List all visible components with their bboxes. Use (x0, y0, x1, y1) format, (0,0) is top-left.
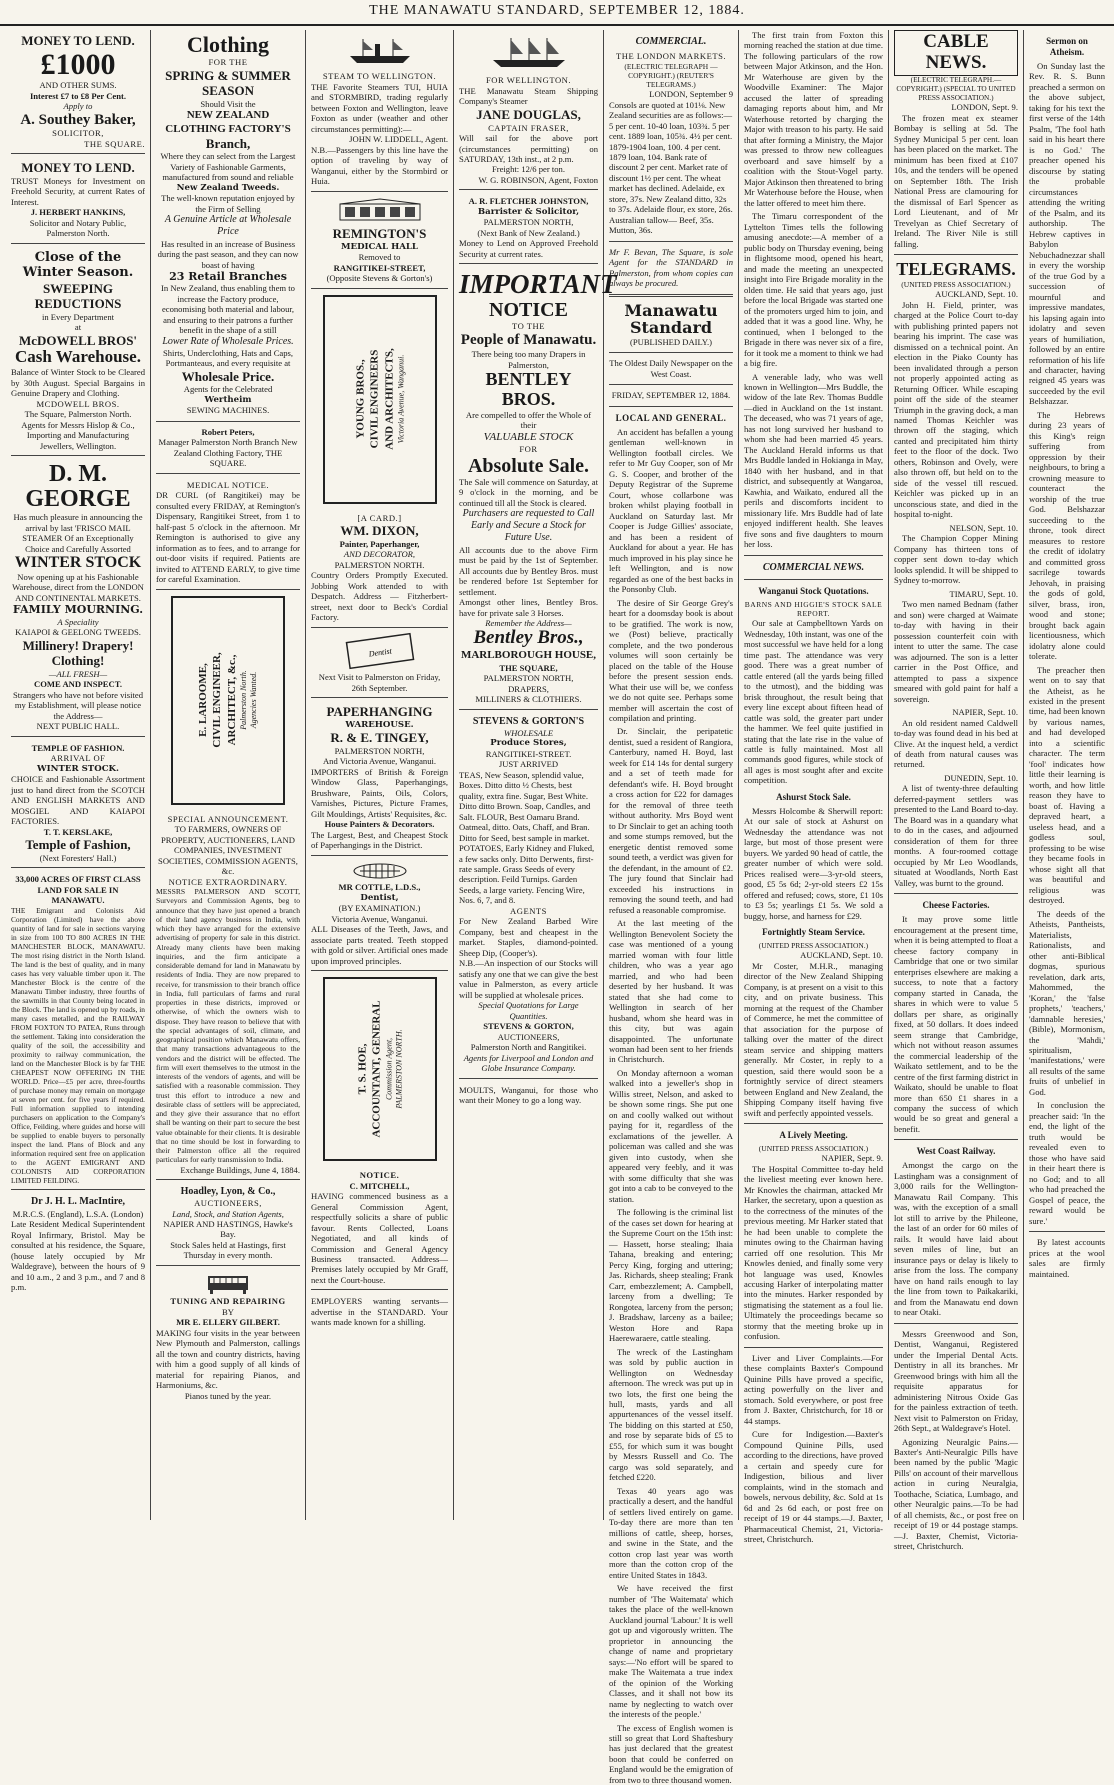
ad-agents: Land, Stock, and Station Agents, (172, 1208, 284, 1219)
vbox-address: Victoria Avenue, Wanganui. (395, 354, 405, 444)
vbox-title: CIVIL ENGINEERS (368, 349, 381, 449)
ad-stock: WINTER STOCK. (37, 763, 119, 774)
ad-drapers: DRAPERS, (508, 683, 549, 694)
ad-sale: Absolute Sale. (467, 454, 590, 477)
ad-name: J. HERBERT HANKINS, (30, 207, 126, 218)
vbox-title: ACCOUNTANT, GENERAL (370, 1000, 383, 1138)
column-7 (889, 30, 1024, 1552)
ad-body: The Sale will commence on Saturday, at 9 o'clock in the morning, and be continued till all the Stock is cleared. (459, 476, 598, 508)
local-paragraph: An accident has befallen a young gentleman well-known in Wellington football circles. We refer to Mr Guy Cooper, son of Mr G. S. Cooper, and brother of the Deputy Registrar of the Supreme Court, whose collarbone was broken whilst playing football in Auckland on Saturday last. Mr Cooper is Judge Gillies' associate, and has been a resident of Auckland for about a year. He has much improved in his play since he left Wellington, and is now regarded as one of the best backs in the Ponsonby Club. (609, 426, 733, 595)
local-paragraph: Dr. Sinclair, the peripatetic dentist, sued a resident of Rangiora, Canterbury, named H. Boyd, last week for £14 14s for dental surgery and a set of teeth made for defendant's wife. H. Boyd brought a cross action for £22 for damages for the removal of three teeth without authority. Mrs Boyd went to Dr Sinclair to get an aching tooth and some stumps removed, but the energetic dentist removed some sound teeth, a verdict was given for the defendant, in the amount of £2. The jury found that Sinclair had exceeded his instructions in removing the sound teeth, and had refused a reasonable compromise. (609, 726, 733, 915)
ad-for: FOR (519, 444, 538, 455)
ad-street: RANGITIKEI-STREET, (333, 262, 426, 273)
ad-name: A. R. FLETCHER JOHNSTON, (468, 196, 589, 207)
ad-opposite: (Opposite Stevens & Gorton's) (326, 273, 433, 284)
fortnightly-date: AUCKLAND, Sept. 10. (800, 950, 883, 961)
ad-sub: TO FARMERS, OWNERS OF PROPERTY, AUCTIONEERS, LAND COMPANIES, INVESTMENT SOCIETIES, COMMISSION AGENTS, &c. (158, 824, 298, 877)
ad-amount: £1000 (40, 47, 116, 81)
ad-heading: TUNING AND REPAIRING (170, 1296, 286, 1307)
ad-body: Late Resident Medical Superintendent Royal Infirmary, Bristol. May be consulted at his residence, the Square, (house lately occupied by Mr Waldegrave), between the hours of 9 and 10 a.m., 2 and 3 p.m., and 7 and 8 p.m. (11, 1219, 145, 1293)
ad-heading: NOTICE. (359, 1170, 400, 1181)
ad-body: Are compelled to offer the Whole of their (465, 409, 592, 431)
ad-body: HAVING commenced business as a General Commission Agent, respectfully solicits a share of public favour. Rents Collected, Loans Negotiated, and all kinds of Commission and General Agency Business transacted. Address—Premises lately occupied by Mr Graff, next the Court-house. (311, 1191, 448, 1285)
steamship-icon (345, 36, 415, 66)
cure-paragraph: Cure for Indigestion.—Baxter's Compound Quinine Pills, used according to the directions, have proved a certain and speedy cure for Indigestion, bilious and liver complaints, wind in the stomach and bowels, nervous debility, &c. Sold at 1s 6d and 2s 6d each, or post free on receipt of 19 or 44 stamps.—J. Baxter, Pharmaceutical Chemist, 21, Victoria-street, Christchurch. (744, 1429, 883, 1545)
lively-heading: A Lively Meeting. (779, 1130, 848, 1141)
ad-next: (Next Foresters' Hall.) (39, 852, 117, 863)
cheese-paragraph: It may prove some little encouragement at the present time, when it is being attempted to float a cheese factory company in Cambridge that one or two similar enterprises elsewhere are making a success, to note that a factory company started in Canada, the shares in which were to value 5 dollars per share, as originally fixed, at 50 dollars. It does indeed seem strange that Cambridge, which not without reason assumes the commercial leadership of the Waikato settlement, and to be the centre of the first farming district in Waikato, should be unable to float more than 650 £1 shares in a company the success of which would be so great and general a benefit. (894, 914, 1018, 1134)
sailing-ship-icon (489, 36, 569, 70)
ad-address: NEXT PUBLIC HALL. (36, 721, 120, 732)
ad-macintire (11, 1193, 145, 1296)
ad-name: Hoadley, Lyon, & Co., (180, 1186, 276, 1198)
ad-body: In New Zealand, thus enabling them to increase the Factory produce, economising both material and labour, and ensuring to their patrons a further benefit in the shape of a still (161, 283, 295, 336)
column-3 (306, 30, 454, 1520)
west-coast-paragraph: Amongst the cargo on the Lastingham was a consignment of 3,000 rails for the Wellington-Manawatu Rail Company. This was, with the exception of a small lot still to arrive by the Phileone, the last of an order for 60 miles of rails. It would have laid about seven miles of line, but an insurance pays or delay is likely to arise from the loss. The company have on hand rails enough to lay the line from town to Paikakariki, and from the Manawatu end down to near Otaki. (894, 1160, 1018, 1318)
ad-body: THE Manawatu Steam Shipping Company's Steamer (459, 85, 598, 107)
ad-body: There being too many Drapers in Palmerston, (471, 349, 586, 370)
ad-name: MR E. ELLERY GILBERT. (176, 1317, 280, 1328)
vbox-agents: Agencies Wanted. (249, 671, 259, 729)
ad-laroome-box (171, 596, 285, 805)
ad-tweeds: New Zealand Tweeds. (176, 182, 280, 193)
fortnightly-paragraph: Mr Coster, M.H.R., managing director of the New Zealand Shipping Company, is at present on a visit to this city, and on private business. This morning at the request of the Chamber of Commerce, he met the committee of that association for the purpose of talking over the matter of the direct steam service and shipping matters generally. Mr Coster, in reply to a question, said there would soon be a fortnightly service of direct steamers between England and New Zealand, the Shipping Company itself having five swift and perfectly appointed vessels. (744, 960, 883, 1118)
ad-body: For New Zealand Barbed Wire Company, best and cheapest in the market. Staples, diamond-pointed. Sheep Dip, (Cooper's). (459, 916, 598, 958)
vbox-name: E. LAROOME, (197, 663, 210, 737)
ad-heading: MEDICAL NOTICE. (186, 479, 270, 490)
ad-branch: Branch, (205, 135, 251, 151)
ad-wholesale: WHOLESALE (503, 727, 554, 738)
ad-millinery: Millinery! Drapery! Clothing! (22, 637, 134, 669)
commercial-news-heading: COMMERCIAL NEWS. (762, 561, 865, 573)
ad-season: SEASON (201, 83, 255, 99)
commercial-heading: COMMERCIAL. (635, 36, 707, 47)
cable-heading: CABLE NEWS. (894, 30, 1018, 76)
ad-sub: MEDICAL HALL (341, 241, 418, 252)
ad-ship: JANE DOUGLAS, (476, 106, 581, 122)
local-paragraph: At the last meeting of the Wellington Benevolent Society the case was mentioned of a young married woman with four little children, who was a year ago married, and who had been deserted by her husband. It was stated that she had come to Wellington in search of her husband, whom she heard was in this city, but was again disappointed. The unfortunate woman had been sent to her friends in Christchurch. (609, 918, 733, 1065)
ad-name: McDOWELL BROS' (18, 332, 138, 348)
ad-heading: REMINGTON'S (332, 226, 427, 242)
ad-body: MESSRS PALMERSON AND SCOTT, Surveyors and Commission Agents, beg to announce that they have just opened a branch of their land agency business in India, with which they have arranged for the extensive advertising of property for sale in this district. Already many clients have been making inquiries, and the firm anticipate a considerable demand for land in Manawatu by residents of India. They are now prepared to receive, for transmission to their branch office in India, full particulars of farms and rural properties in these districts, improved or otherwise, of which the owners wish to dispose. They have reason to believe that with the special advantages of soil, climate, and geographical position which Manawatu offers, that many transactions advantageous to the vendors and the district will be effected. The firm will exert themselves to the utmost in the interests of the vendors of agents, and will be satisfied with a reasonable commission. They trust this effort to introduce a new and desirable class of settlers will be appreciated, and they give their assurance that no effort shall be wanting on their part to secure the best value obtainable for their clients. It is desirable that no time should be lost in forwarding to their Palmerston office all the required particulars for early transmission to India. (156, 887, 300, 1165)
ad-firm: BENTLEY BROS. (485, 369, 572, 409)
ad-body: ALL Diseases of the Teeth, Jaws, and associate parts treated. Teeth stopped with gold or silver. Artificial ones made upon improved principles. (311, 924, 448, 966)
cable-telegraph: (ELECTRIC TELEGRAPH.—COPYRIGHT.) (SPECIAL TO UNITED PRESS ASSOCIATION.) (896, 74, 1016, 102)
commercial-body: Consols are quoted at 101⅛. New Zealand securities are as follows:— 5 per cent. 10-40 loan, 103¾. 5 per cent. 1889 loan, 105¾. 4½ per cent. 1879-1904 loan, 100. 4 per cent. 1879 loan, 104. Bank rate of discount 2 per cent. Market rate of discount 1½ per cent. The wheat market has declined. Adelaide, ex store, 37s. New Zealand ditto, 32s to 37s. Adelaide flour, ex store, 26s. Australian tallow— Beef, 35s. Mutton, 36s. (609, 99, 733, 236)
ad-house: Cash Warehouse. (15, 347, 141, 367)
telegrams-assoc: (UNITED PRESS ASSOCIATION.) (901, 280, 1011, 290)
stock-heading: Wanganui Stock Quotations. (758, 585, 869, 596)
local-paragraph: The desire of Sir George Grey's heart for a doomsday book is about to be gratified. The work is now, we (Post) believe, practically complete, and the two ponderous volumes will soon certainly be placed on the table of the House before the present session ends. What their use will be, we confess we do not quite see. Perhaps some member will ascertain the cost of compilation and printing. (609, 597, 733, 723)
column-5 (604, 30, 739, 1785)
ad-body: Next Visit to Palmerston on Friday, 26th September. (318, 672, 441, 693)
ad-for: FOR THE (208, 57, 248, 68)
ad-address: PALMERSTON NORTH, (334, 745, 425, 756)
ad-sweep: SWEEPING REDUCTIONS (34, 280, 122, 312)
lively-date: NAPIER, Sept. 9. (821, 1153, 883, 1164)
ad-body: Has much pleasure in announcing the arrival by last 'FRISCO MAIL STEAMER Of an Exceptionally Choice and Carefully Assorted (13, 512, 143, 554)
ad-address: Palmerston North and Rangitikei. (470, 1042, 587, 1053)
ad-money-baker (11, 30, 145, 154)
medical-hall-icon (335, 198, 425, 224)
local-paragraph: The excess of English women is still so great that Lord Shaftesbury has just declared that the greatest boon that could be conferred on England would be the emigration of from two to three thousand women. (609, 1722, 733, 1785)
ad-name: A. Southey Baker, (20, 111, 136, 128)
ad-at: at (74, 322, 82, 333)
ad-bentley-bros (459, 267, 617, 709)
ad-house: MARLBOROUGH HOUSE, (460, 649, 597, 662)
ad-milliners: MILLINERS & CLOTHIERS. (475, 694, 582, 705)
ad-agents: Agents for Messrs Hislop & Co., Importing and Manufacturing Jewellers, Wellington. (21, 419, 135, 451)
ad-speciality: A Speciality (57, 616, 99, 627)
teeth-icon (350, 862, 410, 880)
ad-hoe-box (323, 977, 437, 1161)
ad-notice: NOTICE (489, 298, 568, 321)
ad-factory: CLOTHING FACTORY'S (165, 122, 291, 135)
ad-mitchell (311, 1167, 448, 1290)
ad-name: C. MITCHELL, (349, 1180, 410, 1191)
commercial-telegraph: (ELECTRIC TELEGRAPH —COPYRIGHT.) (REUTER'S TELEGRAMS.) (624, 61, 718, 89)
ad-role: AND DECORATOR, (343, 549, 416, 560)
sermon-paragraph: In conclusion the preacher said: 'In the end, the light of the truth would be revealed even to those who have said in their heart there is no God; and to all who had preached the Gospel of peace, the reward would be sure.' (1029, 1100, 1105, 1226)
ad-heading: FOR WELLINGTON. (486, 75, 571, 86)
cable-paragraph: The frozen meat ex steamer Bombay is selling at 5d. The Sydney Municipal 5 per cent. loan has been placed on the market. The minimum has been fixed at £107 10s, and the tenders will be opened on September 18th. The Irish National Press are clamouring for the dismissal of Earl Spencer as Lord Lieutenant, and of Mr Trevelyan as Chief Secretary of Ireland. The River Nile is still falling. (894, 112, 1018, 249)
ad-body: THE Favorite Steamers TUI, HUIA and STORMBIRD, trading regularly between Foxton and Wellington, leave Foxton as under (weather and other circumstances permitting):— (311, 81, 448, 134)
paper-date: FRIDAY, SEPTEMBER 12, 1884. (611, 390, 731, 401)
ad-firm: MCDOWELL BROS. (36, 398, 120, 409)
ad-removed: Removed to (358, 252, 401, 263)
ad-mcdowell (11, 247, 145, 457)
vbox-arch: AND ARCHITECTS, (382, 348, 395, 451)
ad-branches: 23 Retail Branches (169, 270, 287, 284)
piano-icon (206, 1272, 250, 1294)
ad-address: PALMERSTON NORTH. (334, 559, 425, 570)
telegram-paragraph: John H. Field, printer, was charged at the Police Court to-day with publishing printed papers not bearing his imprint. The case was dismissed on a technical point. An election in the Piako County has been invalidated through a person not properly appointed acting as Returning Officer. While escaping point off the side of the steamer Triumph in the graving dock, a man named Thomas Keichler was thrown off the staging, which canted and precipitated him thirty feet to the floor of the dock. Two others, Robinson and Ovely, were also thrown off, but held on to the side of the vessel till rescued. Keichler was picked up in an unconscious state, and died in the hospital to-night. (894, 299, 1018, 520)
ad-sub: WAREHOUSE. (345, 719, 414, 730)
columns (6, 30, 1110, 1785)
ad-manager-role: Manager Palmerston North Branch New Zealand Clothing Factory, THE SQUARE. (158, 437, 298, 469)
ad-wertheim: Wertheim (204, 394, 252, 405)
ad-wholesale: Wholesale Price. (181, 368, 275, 384)
ad-agents: Agents for the Celebrated (183, 384, 273, 395)
ad-people: People of Manawatu. (460, 332, 597, 349)
wool-sales-paragraph: By latest accounts prices at the wool sales are firmly maintained. (1029, 1237, 1105, 1279)
ad-next: (Next Bank of New Zealand.) (477, 227, 580, 238)
news-paragraph: A venerable lady, who was well known in Wellington—Mrs Buddle, the widow of the late Rev. Thomas Buddle—died in Auckland on the 1st instant. The deceased, who was 71 years of age, has not long survived her husband to whom she had been married 45 years. The Auckland Herald informs us that Mrs Buddle landed in Hokianga in May, 1840 with her husband, and in that district, and subsequently at Wangaroa, Kawhia, and Waikato, endured all the perils and discomforts incident to missionary life. Mrs Buddle had of late enjoyed indifferent health. She leaves five sons and five daughters to mourn her loss. (744, 371, 883, 550)
ad-stevens-gorton (459, 713, 598, 1079)
column-1 (6, 30, 151, 1520)
sermon-heading: Sermon on Atheism. (1046, 36, 1088, 57)
ad-special-announcement (156, 811, 300, 1180)
ashurst-heading: Ashurst Stock Sale. (776, 791, 851, 802)
ad-stock: VALUABLE STOCK (483, 430, 574, 443)
masthead-title: THE MANAWATU STANDARD, SEPTEMBER 12, 1884. (0, 0, 1114, 26)
ad-name: WM. DIXON, (340, 523, 419, 539)
ad-body: Stock Sales held at Hastings, first Thursday in every month. (170, 1239, 286, 1261)
telegram-date: AUCKLAND, Sept. 10. (935, 289, 1018, 300)
ad-moults (459, 1082, 598, 1110)
telegrams-heading: TELEGRAMS. (896, 259, 1016, 280)
ad-heading: TEMPLE OF FASHION. (31, 742, 125, 753)
lively-paragraph: The Hospital Committee to-day held the liveliest meeting ever known here. Mr Knowles the chairman, attacked Mr Harker, the secretary, upon a question as to the correctness of the minutes of the previous meeting. Mr Harker stated that he had been unable to complete the minutes owing to the Chairman having carried off one resolution. This Mr Knowles denied, and finally some very hot language was used, Knowles accusing Harker of interpolating matter into the minutes. Harker responded by stigmatising the statement as a foul lie. Ultimately the proceedings became so stormy that the meeting broke up in confusion. (744, 1163, 883, 1342)
ad-role: Painter, Paperhanger, (339, 538, 420, 549)
ad-temple: Temple of Fashion, (25, 836, 131, 852)
ad-body: Country Orders Promptly Executed. Jobbing Work attended to with Despatch. Address — Fitzherbert-street, next door to Beck's Cordial Factory. (311, 570, 448, 623)
telegram-date: TIMARU, Sept. 10. (949, 588, 1018, 599)
cheese-heading: Cheese Factories. (922, 900, 990, 911)
fortnightly-heading: Fortnightly Steam Service. (762, 927, 865, 938)
ad-role: Barrister & Solicitor, (477, 206, 580, 217)
vbox-name: T. S. HOE, (355, 1043, 368, 1095)
ad-body: CHOICE and Fashionable Assortment just to hand direct from the SCOTCH AND ENGLISH MARKETS AND MOSGIEL AND KAIAPOI FACTORIES. (11, 774, 145, 827)
ad-body: Money to Lend on Approved Freehold Security at current rates. (459, 238, 598, 259)
ad-address: PALMERSTON NORTH, (483, 217, 574, 228)
ad-body: Shirts, Underclothing, Hats and Caps, Portmanteaus, and every requisite at (162, 347, 294, 369)
ad-name: STEVENS & GORTON'S (472, 715, 585, 727)
ad-body: MOULTS, Wanganui, for those who want their Money to go a long way. (459, 1084, 598, 1106)
ad-heading: SPECIAL ANNOUNCEMENT. (167, 813, 289, 824)
stock-paragraph: Our sale at Campbelltown Yards on Wednesday, 10th instant, was one of the most successful we have held for a long time past. The attendance was very good. There was a great number of cattle entered (all the yards being filled to the utmost), and the bidding was brisk throughout, the result being that every line except about fifteen head of cattle was sold, the greater part under the hammer. We feel quite justified in stating that the late rise in the value of cattle is fully maintained. Most all commands good figures, while stock of all ages is most sought after and excite competition. (744, 618, 883, 786)
ad-visit: Should Visit the (200, 98, 256, 109)
sermon-paragraph: The deeds of the Atheists, Pantheists, Materialists, Rationalists, and other anti-Biblical dogmas, spurious revelation, dark arts, Mahommed, the 'Koran,' the 'false prophets,' 'teachers,' 'damnable heresies,' (Bible), Mormonism, the 'Mahdi,' spiritualism, 'manifestations,' were all results of the same fruits of unbelief in God. (1029, 908, 1105, 1097)
ad-nb: N.B.—Passengers by this line have the option of traveling by way of Wanganui, either by the Stormbird or Huia. (311, 144, 448, 187)
ad-heading: STEAM TO WELLINGTON. (322, 71, 437, 82)
ad-johnston (459, 193, 598, 264)
paper-name: Manawatu Standard (624, 300, 718, 338)
ad-body: THE Emigrant and Colonists Aid Corporation (Limited) have the above quantity of land for sale in sections varying in size from 100 TO 800 ACRES IN THE MANCHESTER BLOCK, MANAWATU. The most rising district in the North Island. The land is the best of quality, and in many cases has very valuable timber upon it. The Manchester Block is the centre of the Manawatu Timber industry, three fourths of the sawmills in that County being located in the Block. The land is opened up by roads, in many cases metalled, and the RAILWAY FROM FOXTON TO PATEA, Runs through the settlement. Taking into consideration the quality of the soil, the accessibility and proximity to railway communication, the land on the Manchester Block is by far THE CHEAPEST NOW OFFERING IN THE WORLD. Price—£5 per acre, three-fourths of purchase money may remain on mortgage at seven per cent. for five years if required. Full information supplied to intending purchasers on application to the Company's Office, Feilding, where guides and horse will be supplied to enable buyers to personally inspect the land. Plans of Block and any information required sent free on application to the AGENT EMIGRANT AND COLONISTS AID CORPORATION LIMITED FEILDING. (11, 905, 145, 1186)
telegram-paragraph: The Champion Copper Mining Company has thirteen tons of copper sent down to-day which looks splendid. It will be shipped to Sydney to-morrow. (894, 533, 1018, 586)
ad-interest: Interest £7 to £8 Per Cent. (29, 90, 127, 101)
ad-produce: Produce Stores, (490, 738, 567, 749)
vbox-address: Palmerston North. (239, 670, 249, 730)
liver-paragraph: Liver and Liver Complaints.—For these complaints Baxter's Compound Quinine Pills have proved a specific, acting powerfully on the liver and stomach. Sold everywhere, or post free from J. Baxter, Christchurch, for 18 or 44 stamps. (744, 1352, 883, 1426)
local-paragraph: We have received the first number of 'The Waitemata' which takes the place of the well-known Auckland journal 'Labour.' It is well got up and vigorously written. The proprietor in announcing the change of name and proprietary says:—'No effort will be spared to make The Waitemata a true index of the opinion of the Working Classes, and it shall not bow its name by neglecting to watch over the interests of the people.' (609, 1583, 733, 1720)
ad-role: AUCTIONEERS, (194, 1198, 262, 1209)
ad-by: BY (222, 1306, 234, 1317)
ad-address: THE SQUARE. (84, 138, 145, 149)
ad-body: DR CURL (of Rangitikei) may be consulted every FRIDAY, at Remington's Dispensary, Rangitikei Street, from 1 to half-past 5 o'clock in the afternoon. Mr Remington is authorised to give any information as to fees, and to arrange for out-door visits if required. Patients are invited to ATTEND EARLY, to give time for careful Examination. (156, 490, 300, 585)
local-paragraph: On Monday afternoon a woman walked into a jeweller's shop in Willis street, Nelson, and asked to be shown some rings. She put one on and coolly walked out without paying for it, regardless of the exclamations of the jeweller. A policeman was called and she was given into custody, when she appeared very feebly, and it was with some difficulty that she was got into a cab to be conveyed to the station. (609, 1067, 733, 1204)
vbox-address: PALMERSTON NORTH. (393, 1029, 403, 1109)
ad-body: Now opening up at his Fashionable Warehouse, direct from the LONDON AND CONTINENTAL MARKETS. (12, 571, 144, 603)
ad-heading: Clothing (187, 32, 269, 57)
paper-sub: (PUBLISHED DAILY.) (629, 337, 713, 347)
ad-name: Dr J. H. L. MacIntire, (30, 1196, 126, 1208)
ad-mourning: FAMILY MOURNING. (12, 603, 144, 617)
telegram-date: NELSON, Sept. 10. (949, 522, 1018, 533)
ad-gilbert (156, 1269, 300, 1405)
ad-clothing-factory (156, 30, 300, 474)
telegram-paragraph: An old resident named Caldwell to-day was found dead in his bed at Clive. At the inquest held, a verdict of death from natural causes was returned. (894, 717, 1018, 770)
ad-firm: Bentley Bros., (473, 627, 584, 649)
ad-address: Victoria Avenue, Wanganui. (331, 913, 428, 924)
ad-address: NAPIER AND HASTINGS, Hawke's Bay. (163, 1218, 293, 1240)
ad-manchester-land (11, 871, 145, 1190)
column-6 (739, 30, 889, 1545)
agent-note: Mr F. Bevan, The Square, is sole Agent for the STANDARD in Palmerston, from whom copies can always be procured. (609, 246, 733, 289)
ad-sewing: SEWING MACHINES. (186, 405, 270, 416)
ad-body: IMPORTERS of British & Foreign Window Glass, Paperhangings, Brushware, Paints, Oils, Colors, Varnishes, Pictures, Picture Frames, Gilt Mouldings, Artists' Requisites, &c. (311, 766, 448, 819)
ad-stock: WINTER STOCK (14, 554, 142, 572)
ad-address: Exchange Buildings, June 4, 1884. (180, 1164, 300, 1175)
ad-body: The well-known reputation enjoyed by the Firm of Selling (161, 193, 295, 214)
ad-heading: MONEY TO LEND. (21, 33, 135, 48)
ad-heading: MONEY TO LEND. (21, 160, 135, 176)
telegram-date: DUNEDIN, Sept. 10. (944, 772, 1018, 783)
ad-dept: in Every Department (41, 311, 115, 322)
stock-sub: BARNS AND HIGGIE'S STOCK SALE REPORT. (744, 599, 883, 619)
news-paragraph: The Timaru correspondent of the Lyttelton Times tells the following amusing anecdote:—A member of a public body on Thursday evening, being in flightsome mood, opened his heart, and made the meeting an unexpected insight into Fire Brigade morality in the olden time. He said that years ago, just before the local Brigade was started one of the promoters urged him to join, and added that it was a good line. Why, he continued, when I belonged to the Brigade in there was never six of a fire, for it took me a moment to think we had a big fire. (744, 211, 883, 369)
column-8 (1024, 30, 1110, 1520)
ad-cottle (311, 859, 448, 971)
vbox-role: Commission Agent, (383, 1038, 393, 1101)
ad-fresh: —ALL FRESH— (48, 668, 108, 679)
local-paragraph: Texas 40 years ago was practically a desert, and the handful of settlers lived entirely on game. To-day there are more than ten millions of cattle, sheep, horses, and swine in the State, and the cotton crop last year was worth more than the cotton crop of the entire United States in 1843. (609, 1485, 733, 1580)
column-2 (151, 30, 306, 1520)
ad-body: Where they can select from the Largest Variety of Fashionable Garments, manufactured from sound and reliable (160, 151, 296, 183)
commercial-date: LONDON, September 9 (649, 89, 733, 100)
ad-heading: 33,000 ACRES OF FIRST CLASS LAND FOR SALE IN MANAWATU. (15, 874, 141, 906)
sermon-paragraph: The Hebrews during 23 years of this King's reign suffering from oppression by their neighbours, to bring a crowning measure to counteract the worship of the true God. Belshazzar succeeding to the throne, took direct measures to restore the credit of idolatry and committed gross sacrilege towards Jehovah, in praising the gods of gold, silver, brass, iron, wood and stone; brought back again licentiousness, which idolatry alone could tolerate. (1029, 409, 1105, 662)
ad-street: RANGITIKEI-STREET. (485, 748, 572, 759)
column-4 (454, 30, 617, 1520)
ad-young-bros-box (323, 295, 437, 504)
ad-apply: Apply to (63, 101, 93, 112)
ad-notice: NOTICE EXTRAORDINARY. (168, 876, 288, 887)
ad-address: The Square, Palmerston North. (24, 409, 132, 420)
west-coast-heading: West Coast Railway. (916, 1146, 996, 1157)
ad-hoadley (156, 1183, 300, 1266)
ad-to: TO THE (512, 320, 545, 331)
telegram-paragraph: A list of twenty-three defaulting deferred-payment settlers was presented to the Land Board to-day. The Board was in a quandary what to do in the cases, and adjourned consideration of them for three months. A four-roomed cottage occupied by Mr Leo Woodlands, situated at Woodlands, North East Valley, was burnt to the ground. (894, 783, 1018, 888)
ad-insurance: Agents for Liverpool and London and Globe Insurance Company. (463, 1052, 594, 1074)
ad-heading: Close of the Winter Season. (22, 249, 134, 281)
ad-remember: Remember the Address— (485, 618, 572, 628)
ad-captain: CAPTAIN FRASER, (488, 122, 569, 133)
ad-body: All accounts due to the above Firm must be paid by the 1st of September. All accounts due by Bentley Bros. must be rendered before 1st September for settlement. (459, 544, 598, 597)
ad-body: Balance of Winter Stock to be Cleared by 30th August. Special Bargains in Genuine Drapery and Clothing. (11, 367, 145, 399)
ad-house: House Painters & Decorators. (324, 819, 435, 830)
ad-arrived: JUST ARRIVED (498, 759, 559, 770)
svg-text:Dentist: Dentist (367, 646, 392, 659)
ad-tingey (311, 701, 448, 856)
ad-auctioneers: AUCTIONEERS, (497, 1031, 560, 1042)
fortnightly-telegraph: (UNITED PRESS ASSOCIATION.) (758, 941, 869, 951)
ad-employers (311, 1293, 448, 1331)
ad-tweeds: KAIAPOI & GEELONG TWEEDS. (15, 627, 141, 638)
ad-exam: (BY EXAMINATION.) (338, 903, 421, 914)
telegram-date: NAPIER, Sept. 10. (952, 707, 1018, 718)
news-paragraph: The first train from Foxton this morning reached the station at due time. The following particulars of the row between Major Atkinson, and the Hon. Mr Waterhouse are given by the Woodville Examiner: The Major accused the latter of spreading damaging reports about him, and Mr Waterhouse retorted by charging the Major with treason to his party. He said that after forming a Ministry, the Major was pressed to throw new colleagues overboard and save himself by a coalition with the Stout-Vogel party. Major Atkinson then threatened to bring Mr Waterhouse before the House, when the latter offered to meet him there. (744, 30, 883, 208)
ad-body: Will sail for the above port (circumstances permitting) on SATURDAY, 13th inst., at 2 p.m. (459, 133, 598, 164)
vbox-arch: ARCHITECT, &c., (225, 654, 238, 746)
ad-come: COME AND INSPECT. (34, 679, 122, 690)
ad-name: T. T. KERSLAKE, (43, 826, 113, 837)
ad-line: AND OTHER SUMS. (39, 80, 117, 91)
ad-jane-douglas (459, 30, 598, 190)
ad-name: STEVENS & GORTON, (483, 1021, 574, 1032)
ad-address: PALMERSTON NORTH, (483, 673, 574, 684)
ashurst-paragraph: Messrs Holcombe & Sherwill report: At our sale of stock at Ashurst on Wednesday the attendance was not large, but most of those present were buyers. We yarded 90 head of cattle, the greater number of which were sold. Prices realised were—3-yr-old steers, good, £5 5s 6d; 2-yr-old steers £2 15s offered and refused; cows, store, £1 10s to £3 5s; yearlings £1 5s. We sold a buggy, horse, and harness for £29. (744, 805, 883, 921)
ad-nz: NEW ZEALAND (186, 109, 270, 122)
sermon-paragraph: The preacher then went on to say that the Atheist, as he existed in the present time, had been known by various names, and had developed into a scientific character. The term 'fool' indicates how little their learning is worth, and how little reason they have to boast of. Having a depraved heart, a useless head, and a godless soul, professing to be wise they became fools in whose sight all that was beautiful and religious was destroyed. (1029, 664, 1105, 906)
ad-manager: Robert Peters, (201, 426, 255, 437)
commercial-sub: THE LONDON MARKETS. (616, 51, 726, 62)
ad-remington (311, 195, 448, 289)
dentist-sign-icon (340, 634, 420, 670)
ad-card: [A CARD.] (357, 512, 402, 523)
ad-genuine: A Genuine Article at Wholesale Price (164, 214, 292, 238)
ad-strangers: Strangers who have not before visited my Establishment, will please notice the Address— (12, 689, 144, 721)
local-paragraph: The following is the criminal list of the cases set down for hearing at the Supreme Court on the 15th inst:— Hassett, horse stealing; Ihaia Tahana, breaking and entering; Percy King, forging and uttering; Jas. Richards, sheep stealing; Frank Carr, embezzlement; A. Campbell, larceny from a dwelling; Te Rongotea, larceny from the person; J. Bradshaw, larceny as a bailee; Weston Hore and Rapa Haerewaraere, cattle stealing. (609, 1207, 733, 1344)
local-heading: LOCAL AND GENERAL. (615, 412, 727, 423)
ad-role: Solicitor and Notary Public, Palmerston North. (29, 217, 127, 239)
ad-season: SPRING & SUMMER (165, 67, 291, 83)
ad-money-hankins (11, 157, 145, 244)
paper-desc: The Oldest Daily Newspaper on the West Coast. (609, 358, 733, 379)
telegram-paragraph: Two men named Bednam (father and son) were charged at Waimate to-day with having in their possession counterfeit coin with intent to utter the same. The case was adjourned. The son is a letter carrier in the Post Office, and attempted to pass a sixpence smeared with gold paint for half a sovereign. (894, 599, 1018, 704)
ad-role: Dentist, (360, 892, 399, 903)
ad-dentist-visit (311, 631, 448, 698)
ad-steam-wellington (311, 30, 448, 192)
cable-date: LONDON, Sept. 9. (951, 102, 1018, 113)
ad-role: SOLICITOR, (52, 128, 104, 139)
ad-lower: Lower Rate of Wholesale Prices. (162, 335, 294, 347)
ad-kerslake (11, 740, 145, 868)
vbox-name: YOUNG BROS., (353, 359, 366, 439)
ad-body: TRUST Moneys for Investment on Freehold Security, at current Rates of Interest. (11, 175, 145, 207)
ad-freight: Freight: 12/6 per ton. (491, 164, 566, 175)
ad-purchasers: Purchasers are requested to Call Early and Secure a Stock for Future Use. (462, 508, 595, 544)
ad-agents: AGENTS (510, 905, 547, 916)
ad-special: Special Quotations for Large Quantities. (478, 1000, 579, 1021)
ad-name: MR COTTLE, L.D.S., (338, 882, 421, 893)
ad-body: The Largest, Best, and Cheapest Stock of Paperhangings in the District. (311, 829, 448, 851)
ad-agent: JOHN W. LIDDELL, Agent. (349, 134, 448, 145)
ad-medical-notice (156, 477, 300, 590)
ad-tuned: Pianos tuned by the year. (184, 1390, 272, 1401)
ad-quals: M.R.C.S. (England), L.S.A. (London) (12, 1208, 144, 1219)
ad-nb: N.B.—An inspection of our Stocks will satisfy any one that we can give the best value in Palmerston, as every article will be supplied at wholesale prices. (459, 958, 598, 1000)
ad-square: THE SQUARE, (499, 662, 558, 673)
ad-heading: IMPORTANT (459, 269, 617, 300)
ad-body: MAKING four visits in the year between New Plymouth and Palmerston, callings all the town and country districts, having with him a good supply of all kinds of material for repairing Pianos, and Harmoniums, &c. (156, 1327, 300, 1391)
ad-agent: W. G. ROBINSON, Agent, Foxton (478, 174, 598, 185)
ad-name: D. M. GEORGE (25, 461, 131, 513)
ad-arrival: ARRIVAL OF (50, 753, 106, 764)
ad-body: Has resulted in an increase of Business during the past season, and they can now boast of having (157, 238, 299, 270)
ad-george (11, 459, 145, 737)
ad-heading: PAPERHANGING (326, 704, 433, 720)
ad-body: Amongst other lines, Bentley Bros. have for private sale 3 Horses. (459, 597, 598, 618)
sermon-paragraph: On Sunday last the Rev. R. S. Bunn preached a sermon on the above subject, taking for his text the first verse of the 14th Psalm, 'The fool hath said in his heart there is no God.' The preacher opened his discourse by stating the probable circumstances attending the writing of the Psalm, and its authorship. The Hebrew captives in Babylon Nebuchadnezzar shall in every the worship of the true God by a succession of mournful and impressive mandates, his lapsing again into idolatry and seven years of humiliation, followed by an entire reformation of his life and character, having reigned 45 years was succeeded by the evil Belshazzar. (1029, 60, 1105, 407)
ad-list: TEAS, New Season, splendid value, Boxes. Ditto ditto ½ Chests, best quality, extra fine. Sugar, Best White. Ditto ditto Brown. Soap, Candles, and Salt. FLOUR, Best Oamaru Brand. Oatmeal, ditto. Oats, Chaff, and Bran. Ditto for Seed, best sample in market. POTATOES, Early Kidney and Fluked, a few sacks only. Ditto Derwents, first-rate sample. Grass Seeds of every description. Feild Turnips. Garden Seeds, a large variety. Fencing Wire, Nos. 6, 7, and 8. (459, 769, 595, 906)
ad-body: EMPLOYERS wanting servants—advertise in the STANDARD. Your wants made known for a shilling. (311, 1296, 448, 1328)
vbox-title: CIVIL ENGINEER, (211, 652, 224, 748)
ad-address: And Victoria Avenue, Wanganui. (322, 756, 437, 767)
lively-telegraph: (UNITED PRESS ASSOCIATION.) (758, 1144, 869, 1154)
dentist-paragraph: Messrs Greenwood and Son, Dentist, Wanganui, Registered under the Imperial Dental Acts. Dentistry in all its branches. Mr Greenwood brings with him all the requisite apparatus for administering Nitrous Oxide Gas for the painless extraction of teeth. Next visit to Palmerston on Friday, 26th Sept., at Waldegrave's Hotel. (894, 1328, 1018, 1434)
neuralgic-paragraph: Agonizing Neuralgic Pains.—Baxter's Anti-Neuralgic Pills have been named by the public 'Magic Pills' on account of their marvellous action in curing Neuralgia, Toothache, Sciatica, Lumbago, and other Neuralgic pains.—To be had of all chemists, &c., or post free on receipt of 19 or 44 postage stamps.—J. Baxter, Chemist, Victoria-street, Christchurch. (894, 1436, 1018, 1552)
ad-name: R. & E. TINGEY, (330, 730, 429, 746)
local-paragraph: The wreck of the Lastingham was sold by public auction in Wellington on Wednesday afternoon. The wreck was put up in two lots, the first one being the hull, masts, yards and all appurtenances of the vessel itself. The bidding on this started at £50, and rose by separate bids of £5 to £55, for which sum it was bought by Messrs Russell and Co. The cargo was sold separately, and fetched £220. (609, 1346, 733, 1483)
ad-dixon (311, 510, 448, 628)
